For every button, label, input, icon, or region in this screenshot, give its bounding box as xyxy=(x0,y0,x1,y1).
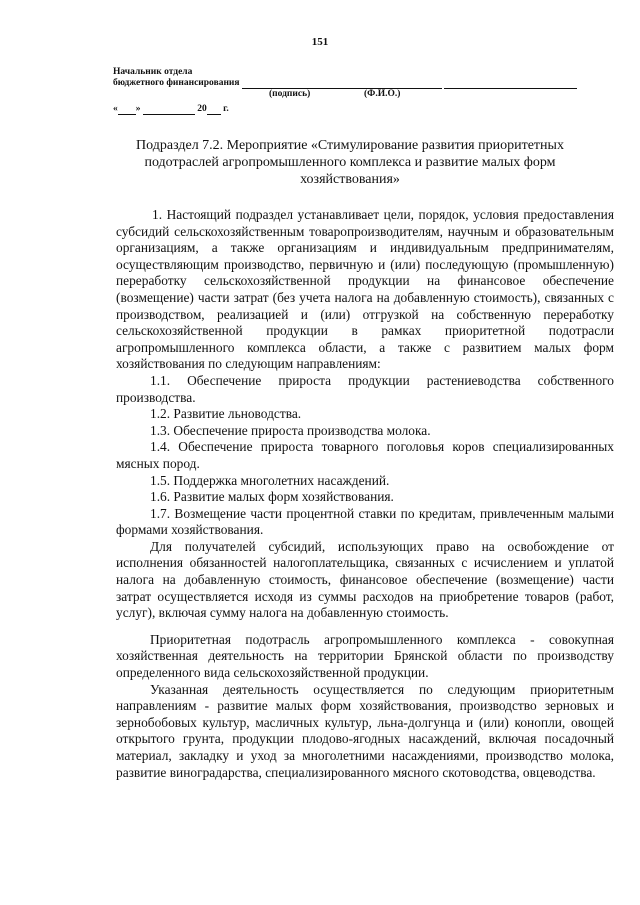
date-row xyxy=(113,104,577,115)
item-1-5: 1.5. Поддержка многолетних насаждений. xyxy=(150,472,390,488)
approval-block xyxy=(113,67,577,115)
year-prefix: 20 xyxy=(197,104,207,114)
paragraph-vat: Для получателей субсидий, использующих право на освобождение от исполнения обязанностей налогоплательщика, связанных с исчислением и уплатой налога на добавленную стоимость, финансовое обеспечение (возмещение) части затрат осуществляется исходя из суммы расходов на приобретение товаров (работ, услуг), включая сумму налога на добавленную стоимость. xyxy=(116,538,614,621)
signature-labels xyxy=(113,89,577,102)
paragraph-priority-directions: Указанная деятельность осуществляется по следующим приоритетным направлениям - развитие малых форм хозяйствования, производство зерновых и зернобобовых культур, масличных культур, льна-долгунца и (или) конопли, овощей открытого грунта, продукции плодово-ягодных насаждений, включая посадочный материал, закладку и уход за многолетними насаждениями, производство молока, развитие виноградарства, специализированного мясного скотоводства, овцеводства. xyxy=(116,681,614,780)
item-1-6: 1.6. Развитие малых форм хозяйствования. xyxy=(150,489,394,505)
date-quote-open: « xyxy=(113,104,118,114)
approval-title-line-2-row xyxy=(113,78,577,89)
signature-label: (подпись) xyxy=(269,89,311,99)
paragraph-1: 1. Настоящий подраздел устанавливает цели, порядок, условия предоставления субсидий сельскохозяйственным товаропроизводителям, научным и образовательным организациям, а также организациям и индивидуальным предпринимателям, осуществляющим производство, первичную и (или) последующую (промышленную) переработку сельскохозяйственной продукции на финансовое обеспечение (возмещение) части затрат (без учета налога на добавленную стоимость), связанных с производством, реализацией и (или) отгрузкой на собственную переработку сельскохозяйственной продукции в рамках приоритетной подотрасли агропромышленного комплекса области, а также с развитием малых форм хозяйствования по следующим направлениям: xyxy=(116,207,614,372)
name-label: (Ф.И.О.) xyxy=(364,89,401,99)
item-1-4: 1.4. Обеспечение прироста товарного поголовья коров специализированных мясных пород. xyxy=(116,439,614,471)
approval-title-line-2: бюджетного финансирования xyxy=(113,78,240,88)
page-number: 151 xyxy=(311,36,329,48)
paragraph-priority-subsector: Приоритетная подотрасль агропромышленного комплекса - совокупная хозяйственная деятельность на территории Брянской области по производству определенного вида сельскохозяйственной продукции. xyxy=(116,631,614,681)
approval-title-line-1: Начальник отдела xyxy=(113,67,193,77)
item-1-3: 1.3. Обеспечение прироста производства молока. xyxy=(150,422,431,438)
month-line xyxy=(143,114,195,115)
date-quote-close: » xyxy=(135,104,141,114)
day-line xyxy=(118,114,136,115)
year-line xyxy=(207,114,221,115)
item-1-2: 1.2. Развитие льноводства. xyxy=(150,406,302,422)
section-heading: Подраздел 7.2. Мероприятие «Стимулирование развития приоритетных подотраслей агропромышленного комплекса и развитие малых форм хозяйствования» xyxy=(136,138,564,187)
year-suffix: г. xyxy=(223,104,229,114)
body-text xyxy=(116,207,614,781)
item-1-1: 1.1. Обеспечение прироста продукции растениеводства собственного производства. xyxy=(116,372,614,405)
item-1-7: 1.7. Возмещение части процентной ставки по кредитам, привлеченным малыми формами хозяйствования. xyxy=(116,505,614,538)
